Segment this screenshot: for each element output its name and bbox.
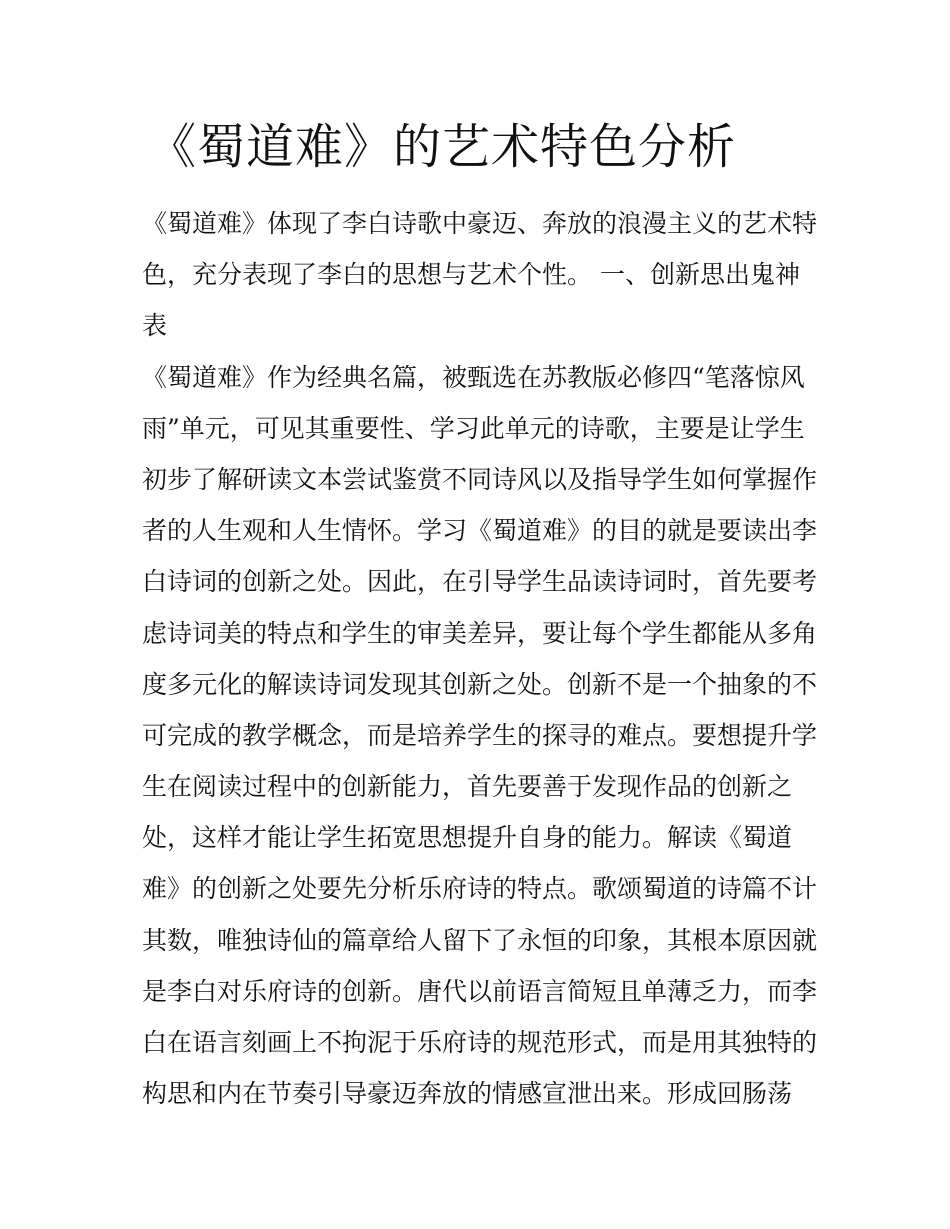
body-line: 表	[142, 311, 168, 341]
body-line: 难》的创新之处要先分析乐府诗的特点。歌颂蜀道的诗篇不计	[142, 874, 818, 904]
body-line: 《蜀道难》作为经典名篇，被甄选在苏教版必修四“笔落惊风	[142, 362, 805, 392]
body-line: 初步了解研读文本尝试鉴赏不同诗风以及指导学生如何掌握作	[142, 464, 818, 494]
document-title: 《蜀道难》的艺术特色分析	[148, 119, 737, 175]
body-line: 是李白对乐府诗的创新。唐代以前语言简短且单薄乏力，而李	[142, 976, 818, 1006]
body-line: 构思和内在节奏引导豪迈奔放的情感宣泄出来。形成回肠荡	[142, 1079, 793, 1109]
body-line: 虑诗词美的特点和学生的审美差异，要让每个学生都能从多角	[142, 618, 818, 648]
body-line: 色，充分表现了李白的思想与艺术个性。 一、创新思出鬼神	[142, 260, 800, 290]
body-line: 者的人生观和人生情怀。学习《蜀道难》的目的就是要读出李	[142, 516, 818, 546]
body-line: 雨”单元，可见其重要性、学习此单元的诗歌，主要是让学生	[142, 413, 805, 443]
body-line: 处，这样才能让学生拓宽思想提升自身的能力。解读《蜀道	[142, 823, 793, 853]
body-line: 生在阅读过程中的创新能力，首先要善于发现作品的创新之	[142, 772, 793, 802]
body-line: 其数，唯独诗仙的篇章给人留下了永恒的印象，其根本原因就	[142, 925, 818, 955]
body-line: 《蜀道难》体现了李白诗歌中豪迈、奔放的浪漫主义的艺术特	[142, 209, 818, 238]
document-body	[142, 198, 822, 1119]
body-line: 白诗词的创新之处。因此，在引导学生品读诗词时，首先要考	[142, 567, 818, 597]
body-line: 可完成的教学概念，而是培养学生的探寻的难点。要想提升学	[142, 720, 818, 750]
body-line: 白在语言刻画上不拘泥于乐府诗的规范形式，而是用其独特的	[142, 1028, 818, 1057]
body-line: 度多元化的解读诗词发现其创新之处。创新不是一个抽象的不	[142, 669, 818, 699]
